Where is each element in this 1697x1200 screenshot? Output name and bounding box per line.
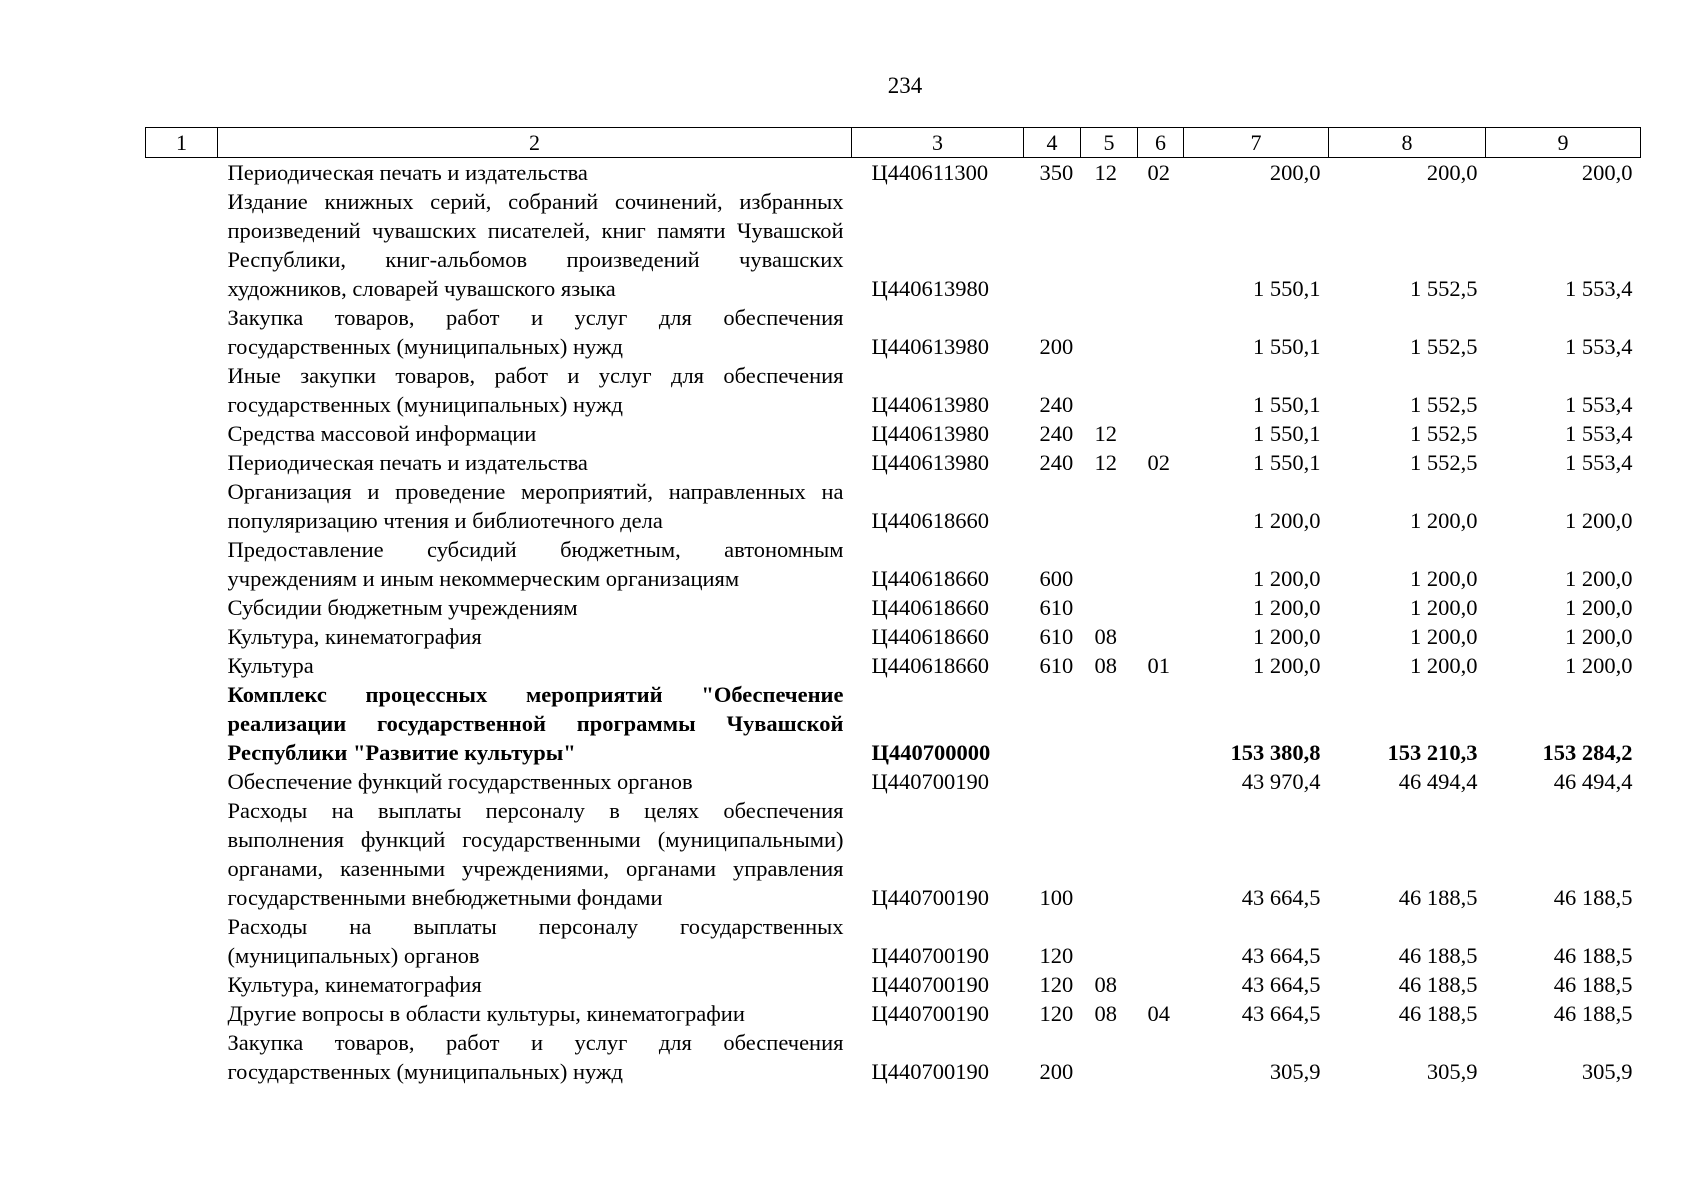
amount-year1-cell: 43 970,4 xyxy=(1241,769,1321,794)
expense-type-cell xyxy=(1024,767,1081,796)
expense-name-cell: Закупка товаров, работ и услуг для обеспечения государственных (муниципальных) нужд xyxy=(227,305,844,359)
expense-name-cell: Периодическая печать и издательства xyxy=(227,450,588,475)
subsection-cell xyxy=(1138,535,1184,593)
amount-year1-cell: 1 200,0 xyxy=(1253,595,1321,620)
expense-name-cell: Предоставление субсидий бюджетным, автономным учреждениям и иным некоммерческим организациям xyxy=(227,537,844,591)
amount-year2-cell: 1 552,5 xyxy=(1410,421,1478,446)
subsection-cell xyxy=(1138,303,1184,361)
expense-name-cell: Средства массовой информации xyxy=(227,421,537,446)
target-article-code-cell: Ц440700190 xyxy=(871,769,989,794)
table-row xyxy=(146,970,1641,999)
table-row xyxy=(146,419,1641,448)
row-index-cell xyxy=(146,477,218,535)
table-row xyxy=(146,1028,1641,1086)
amount-year2-cell: 1 552,5 xyxy=(1410,334,1478,359)
amount-year3-cell: 1 553,4 xyxy=(1565,276,1633,301)
table-row xyxy=(146,303,1641,361)
section-cell xyxy=(1081,187,1138,303)
expense-name-cell: Другие вопросы в области культуры, кинематографии xyxy=(227,1001,745,1026)
section-cell xyxy=(1081,680,1138,767)
amount-year2-cell: 46 188,5 xyxy=(1398,972,1478,997)
subsection-cell xyxy=(1138,477,1184,535)
expense-name-cell: Закупка товаров, работ и услуг для обеспечения государственных (муниципальных) нужд xyxy=(227,1030,844,1084)
table-row xyxy=(146,361,1641,419)
expense-name-cell: Периодическая печать и издательства xyxy=(227,160,588,185)
section-cell xyxy=(1081,477,1138,535)
table-row xyxy=(146,912,1641,970)
section-cell xyxy=(1081,912,1138,970)
target-article-code-cell: Ц440700190 xyxy=(871,943,989,968)
amount-year3-cell: 1 200,0 xyxy=(1565,653,1633,678)
amount-year1-cell: 43 664,5 xyxy=(1241,1001,1321,1026)
amount-year2-cell: 46 188,5 xyxy=(1398,943,1478,968)
row-index-cell xyxy=(146,767,218,796)
amount-year3-cell: 46 188,5 xyxy=(1553,943,1633,968)
amount-year3-cell: 1 553,4 xyxy=(1565,421,1633,446)
table-row xyxy=(146,448,1641,477)
amount-year1-cell: 1 200,0 xyxy=(1253,508,1321,533)
expense-name-cell: Расходы на выплаты персоналу государственных (муниципальных) органов xyxy=(227,914,844,968)
amount-year1-cell: 1 550,1 xyxy=(1253,421,1321,446)
amount-year1-cell: 43 664,5 xyxy=(1241,943,1321,968)
target-article-code-cell: Ц440700190 xyxy=(871,885,989,910)
expense-name-cell: Расходы на выплаты персоналу в целях обеспечения выполнения функций государственными (муниципальными) органами, казенными учреждениями, органами управления государственными внебюджетными фондами xyxy=(227,798,844,910)
amount-year1-cell: 1 550,1 xyxy=(1253,334,1321,359)
amount-year1-cell: 1 550,1 xyxy=(1253,450,1321,475)
expense-name-cell: Комплекс процессных мероприятий "Обеспечение реализации государственной программы Чувашской Республики "Развитие культуры" xyxy=(227,682,844,765)
amount-year2-cell: 1 200,0 xyxy=(1410,624,1478,649)
expense-type-cell: 610 xyxy=(1039,653,1074,678)
table-row xyxy=(146,767,1641,796)
row-index-cell xyxy=(146,158,218,188)
amount-year2-cell: 1 200,0 xyxy=(1410,566,1478,591)
amount-year1-cell: 43 664,5 xyxy=(1241,972,1321,997)
target-article-code-cell: Ц440700190 xyxy=(871,1059,989,1084)
expense-type-cell: 120 xyxy=(1039,972,1074,997)
section-cell xyxy=(1081,535,1138,593)
target-article-code-cell: Ц440618660 xyxy=(871,508,989,533)
amount-year2-cell: 1 552,5 xyxy=(1410,276,1478,301)
column-header: 8 xyxy=(1329,128,1486,158)
page-number: 234 xyxy=(887,73,923,98)
table-body xyxy=(146,158,1641,1087)
expense-type-cell: 200 xyxy=(1039,1059,1074,1084)
amount-year3-cell: 46 188,5 xyxy=(1553,972,1633,997)
amount-year3-cell: 46 494,4 xyxy=(1553,769,1633,794)
expense-type-cell: 350 xyxy=(1039,160,1074,185)
subsection-cell: 04 xyxy=(1147,1001,1170,1026)
column-header: 4 xyxy=(1024,128,1081,158)
section-cell xyxy=(1081,593,1138,622)
column-header: 7 xyxy=(1184,128,1329,158)
section-cell: 08 xyxy=(1094,624,1117,649)
expense-type-cell: 240 xyxy=(1039,392,1074,417)
amount-year3-cell: 1 200,0 xyxy=(1565,595,1633,620)
section-cell: 08 xyxy=(1094,972,1117,997)
subsection-cell xyxy=(1138,912,1184,970)
amount-year2-cell: 46 188,5 xyxy=(1398,1001,1478,1026)
amount-year2-cell: 153 210,3 xyxy=(1387,740,1478,765)
target-article-code-cell: Ц440700190 xyxy=(871,972,989,997)
amount-year2-cell: 200,0 xyxy=(1426,160,1478,185)
expense-type-cell: 100 xyxy=(1039,885,1074,910)
row-index-cell xyxy=(146,1028,218,1086)
row-index-cell xyxy=(146,680,218,767)
amount-year1-cell: 200,0 xyxy=(1269,160,1321,185)
row-index-cell xyxy=(146,187,218,303)
expense-name-cell: Иные закупки товаров, работ и услуг для обеспечения государственных (муниципальных) нужд xyxy=(227,363,844,417)
expense-type-cell: 610 xyxy=(1039,595,1074,620)
expense-type-cell: 610 xyxy=(1039,624,1074,649)
target-article-code-cell: Ц440618660 xyxy=(871,566,989,591)
amount-year1-cell: 1 200,0 xyxy=(1253,624,1321,649)
target-article-code-cell: Ц440700000 xyxy=(871,740,991,765)
table-row xyxy=(146,158,1641,188)
table-row xyxy=(146,593,1641,622)
target-article-code-cell: Ц440700190 xyxy=(871,1001,989,1026)
expense-name-cell: Культура, кинематография xyxy=(227,624,482,649)
amount-year3-cell: 1 200,0 xyxy=(1565,624,1633,649)
amount-year1-cell: 43 664,5 xyxy=(1241,885,1321,910)
column-header: 6 xyxy=(1138,128,1184,158)
section-cell xyxy=(1081,767,1138,796)
row-index-cell xyxy=(146,448,218,477)
amount-year3-cell: 1 553,4 xyxy=(1565,334,1633,359)
subsection-cell xyxy=(1138,419,1184,448)
target-article-code-cell: Ц440618660 xyxy=(871,595,989,620)
amount-year3-cell: 200,0 xyxy=(1581,160,1633,185)
row-index-cell xyxy=(146,303,218,361)
row-index-cell xyxy=(146,970,218,999)
subsection-cell xyxy=(1138,622,1184,651)
budget-table xyxy=(145,127,1641,1086)
column-header: 2 xyxy=(218,128,852,158)
amount-year1-cell: 305,9 xyxy=(1269,1059,1321,1084)
section-cell: 12 xyxy=(1094,160,1117,185)
row-index-cell xyxy=(146,796,218,912)
section-cell: 12 xyxy=(1094,450,1117,475)
table-row xyxy=(146,796,1641,912)
subsection-cell xyxy=(1138,796,1184,912)
target-article-code-cell: Ц440613980 xyxy=(871,450,989,475)
amount-year3-cell: 1 200,0 xyxy=(1565,508,1633,533)
amount-year1-cell: 1 550,1 xyxy=(1253,276,1321,301)
amount-year3-cell: 1 200,0 xyxy=(1565,566,1633,591)
section-cell xyxy=(1081,796,1138,912)
target-article-code-cell: Ц440613980 xyxy=(871,276,989,301)
row-index-cell xyxy=(146,912,218,970)
subsection-cell xyxy=(1138,970,1184,999)
expense-type-cell xyxy=(1024,477,1081,535)
target-article-code-cell: Ц440613980 xyxy=(871,392,989,417)
column-number-row xyxy=(146,128,1641,158)
row-index-cell xyxy=(146,361,218,419)
subsection-cell xyxy=(1138,1028,1184,1086)
subsection-cell: 02 xyxy=(1147,450,1170,475)
target-article-code-cell: Ц440613980 xyxy=(871,421,989,446)
row-index-cell xyxy=(146,622,218,651)
table-row xyxy=(146,680,1641,767)
subsection-cell: 02 xyxy=(1147,160,1170,185)
expense-type-cell: 200 xyxy=(1039,334,1074,359)
section-cell xyxy=(1081,361,1138,419)
column-header: 9 xyxy=(1486,128,1641,158)
amount-year2-cell: 1 200,0 xyxy=(1410,508,1478,533)
target-article-code-cell: Ц440611300 xyxy=(871,160,989,185)
expense-type-cell xyxy=(1024,187,1081,303)
amount-year3-cell: 1 553,4 xyxy=(1565,450,1633,475)
expense-type-cell: 120 xyxy=(1039,1001,1074,1026)
amount-year3-cell: 1 553,4 xyxy=(1565,392,1633,417)
section-cell xyxy=(1081,303,1138,361)
subsection-cell xyxy=(1138,767,1184,796)
section-cell: 08 xyxy=(1094,653,1117,678)
row-index-cell xyxy=(146,535,218,593)
target-article-code-cell: Ц440618660 xyxy=(871,653,989,678)
section-cell xyxy=(1081,1028,1138,1086)
row-index-cell xyxy=(146,651,218,680)
table-row xyxy=(146,999,1641,1028)
amount-year3-cell: 46 188,5 xyxy=(1553,885,1633,910)
subsection-cell xyxy=(1138,680,1184,767)
expense-name-cell: Организация и проведение мероприятий, направленных на популяризацию чтения и библиотечного дела xyxy=(227,479,844,533)
amount-year2-cell: 1 552,5 xyxy=(1410,450,1478,475)
amount-year2-cell: 1 200,0 xyxy=(1410,653,1478,678)
expense-name-cell: Культура xyxy=(227,653,314,678)
amount-year1-cell: 1 550,1 xyxy=(1253,392,1321,417)
row-index-cell xyxy=(146,419,218,448)
section-cell: 08 xyxy=(1094,1001,1117,1026)
expense-name-cell: Субсидии бюджетным учреждениям xyxy=(227,595,578,620)
expense-type-cell: 240 xyxy=(1039,450,1074,475)
amount-year3-cell: 46 188,5 xyxy=(1553,1001,1633,1026)
amount-year3-cell: 153 284,2 xyxy=(1542,740,1633,765)
table-row xyxy=(146,622,1641,651)
expense-type-cell: 240 xyxy=(1039,421,1074,446)
subsection-cell xyxy=(1138,187,1184,303)
amount-year1-cell: 1 200,0 xyxy=(1253,653,1321,678)
amount-year2-cell: 1 200,0 xyxy=(1410,595,1478,620)
table-row xyxy=(146,187,1641,303)
row-index-cell xyxy=(146,999,218,1028)
column-header: 3 xyxy=(852,128,1024,158)
column-header: 5 xyxy=(1081,128,1138,158)
table-row xyxy=(146,651,1641,680)
amount-year2-cell: 1 552,5 xyxy=(1410,392,1478,417)
target-article-code-cell: Ц440618660 xyxy=(871,624,989,649)
subsection-cell: 01 xyxy=(1147,653,1170,678)
table-row xyxy=(146,535,1641,593)
subsection-cell xyxy=(1138,361,1184,419)
expense-type-cell: 600 xyxy=(1039,566,1074,591)
amount-year2-cell: 46 188,5 xyxy=(1398,885,1478,910)
amount-year1-cell: 1 200,0 xyxy=(1253,566,1321,591)
expense-type-cell: 120 xyxy=(1039,943,1074,968)
expense-name-cell: Культура, кинематография xyxy=(227,972,482,997)
column-header: 1 xyxy=(146,128,218,158)
amount-year2-cell: 46 494,4 xyxy=(1398,769,1478,794)
table-row xyxy=(146,477,1641,535)
subsection-cell xyxy=(1138,593,1184,622)
expense-name-cell: Издание книжных серий, собраний сочинений, избранных произведений чувашских писателей, книг памяти Чувашской Республики, книг-альбомов произведений чувашских художников, словарей чувашского языка xyxy=(227,189,844,301)
section-cell: 12 xyxy=(1094,421,1117,446)
expense-type-cell xyxy=(1024,680,1081,767)
amount-year1-cell: 153 380,8 xyxy=(1230,740,1321,765)
row-index-cell xyxy=(146,593,218,622)
target-article-code-cell: Ц440613980 xyxy=(871,334,989,359)
expense-name-cell: Обеспечение функций государственных органов xyxy=(227,769,693,794)
amount-year2-cell: 305,9 xyxy=(1426,1059,1478,1084)
amount-year3-cell: 305,9 xyxy=(1581,1059,1633,1084)
